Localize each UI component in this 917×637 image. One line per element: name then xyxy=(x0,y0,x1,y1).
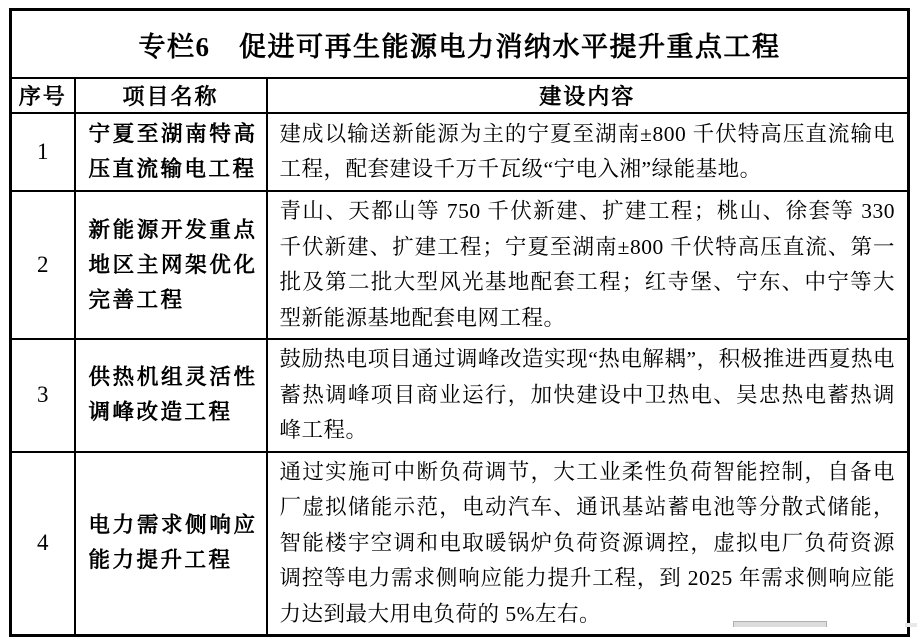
project-content: 通过实施可中断负荷调节，大工业柔性负荷智能控制，自备电厂虚拟储能示范，电动汽车、通讯基站蓄电池等分散式储能，智能楼宇空调和电取暖锅炉负荷资源调控，虚拟电厂负荷资源调控等电力需求侧响应能力提升工程，到 2025 年需求侧响应能力达到最大用电负荷的 5%左右。 xyxy=(267,452,909,636)
table-header-row xyxy=(11,78,909,113)
project-name: 电力需求侧响应能力提升工程 xyxy=(75,452,267,636)
project-name: 宁夏至湖南特高压直流输电工程 xyxy=(75,113,267,191)
column-header-content: 建设内容 xyxy=(267,78,909,113)
key-projects-table xyxy=(9,8,910,637)
horizontal-scrollbar-thumb-fragment[interactable] xyxy=(733,621,827,627)
table-row xyxy=(11,339,909,452)
project-name: 新能源开发重点地区主网架优化完善工程 xyxy=(75,191,267,339)
table-row xyxy=(11,452,909,636)
table-title: 专栏6 促进可再生能源电力消纳水平提升重点工程 xyxy=(11,10,909,79)
column-header-name: 项目名称 xyxy=(75,78,267,113)
project-content: 建成以输送新能源为主的宁夏至湖南±800 千伏特高压直流输电工程，配套建设千万千瓦级“宁电入湘”绿能基地。 xyxy=(267,113,909,191)
table-row xyxy=(11,191,909,339)
table-title-row xyxy=(11,10,909,79)
table-row xyxy=(11,113,909,191)
row-index: 1 xyxy=(11,113,75,191)
column-header-index: 序号 xyxy=(11,78,75,113)
row-index: 3 xyxy=(11,339,75,452)
row-index: 4 xyxy=(11,452,75,636)
project-content: 青山、天都山等 750 千伏新建、扩建工程；桃山、徐套等 330 千伏新建、扩建工程；宁夏至湖南±800 千伏特高压直流、第一批及第二批大型风光基地配套工程；红寺堡、宁东、中宁等大型新能源基地配套电网工程。 xyxy=(267,191,909,339)
project-name: 供热机组灵活性调峰改造工程 xyxy=(75,339,267,452)
scrollbar-corner-fragment xyxy=(905,623,917,627)
project-content: 鼓励热电项目通过调峰改造实现“热电解耦”，积极推进西夏热电蓄热调峰项目商业运行，加快建设中卫热电、吴忠热电蓄热调峰工程。 xyxy=(267,339,909,452)
row-index: 2 xyxy=(11,191,75,339)
